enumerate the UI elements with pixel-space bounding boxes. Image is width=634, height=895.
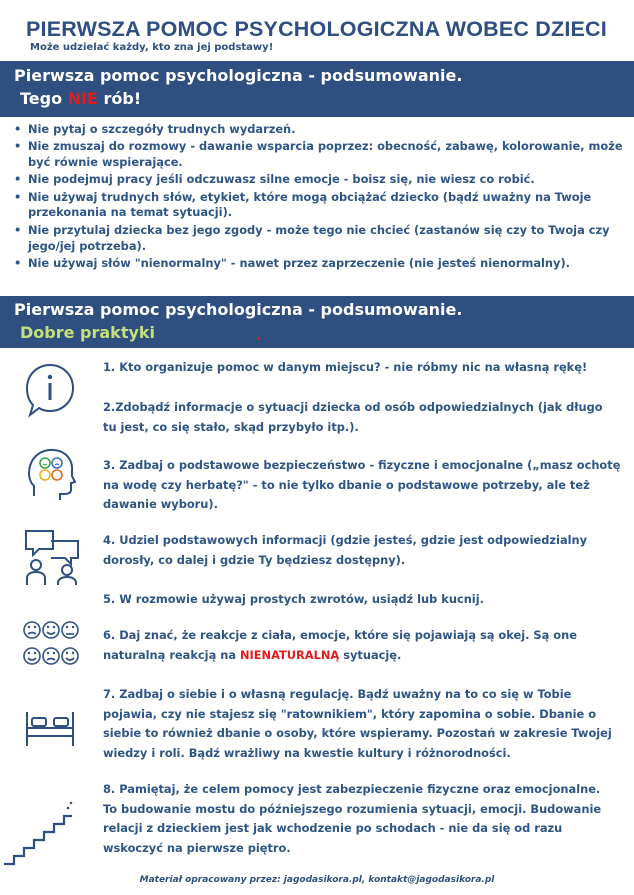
footer-credits: Materiał opracowany przez: jagodasikora.pl, kontakt@jagodasikora.pl <box>139 875 495 885</box>
page-title: PIERWSZA POMOC PSYCHOLOGICZNA WOBEC DZIECI <box>26 17 607 41</box>
people-talking-icon <box>23 527 81 587</box>
list-item: • Nie używaj trudnych słów, etykiet, które mogą obciążać dziecko (bądź uważny na Twoje przekonania na temat sytuacji). <box>14 190 624 222</box>
dont-subheading-before: Tego <box>20 89 68 108</box>
list-item: • Nie przytulaj dziecka bez jego zgody - może tego nie chcieć (zastanów się czy to Twoja czy jego/jej potrzeba). <box>14 223 624 255</box>
info-icon <box>24 362 76 420</box>
practice-item-4: 4. Udziel podstawowych informacji (gdzie jesteś, gdzie jest odpowiedzialny dorosły, co dalej i gdzie Ty będziesz dostępny). <box>103 533 588 567</box>
stairs-icon <box>2 800 74 866</box>
list-item: • Nie zmuszaj do rozmowy - dawanie wsparcia poprzez: obecność, zabawę, kolorowanie, może być równie wspierające. <box>14 139 624 171</box>
good-practice-banner <box>0 296 634 348</box>
dont-banner <box>0 61 634 117</box>
good-banner-subheading: Dobre praktyki <box>20 323 156 342</box>
practice-item-7: 7. Zadbaj o siebie i o własną regulację. Bądź uważny na to co się w Tobie pojawia, czy nie stajesz się "ratownikiem", który zapomina o sobie. Dbanie o siebie to również dbanie o osoby, które wspieramy. Pozostań w zakresie Twojej wiedzy i roli. Bądź wrażliwy na kwestie kultury i różnorodności. <box>103 687 612 760</box>
dont-banner-subheading <box>14 87 634 110</box>
dont-list <box>14 122 624 273</box>
bed-icon <box>24 710 76 748</box>
practice-item-5: 5. W rozmowie używaj prostych zwrotów, usiądź lub kucnij. <box>103 592 484 606</box>
practice-item-6-before: 6. Daj znać, że reakcje z ciała, emocje, które się pojawiają są okej. Są one naturalną reakcją na <box>103 628 577 662</box>
practice-item-6 <box>103 626 618 665</box>
emotion-faces-icon <box>22 619 80 671</box>
practice-item-6-after: sytuację. <box>339 647 402 662</box>
practice-item-3: 3. Zadbaj o podstawowe bezpieczeństwo - fizyczne i emocjonalne („masz ochotę na wodę czy herbatę?" - to nie tylko dbanie o podstawowe potrzeby, ale też dawanie wyboru). <box>103 458 621 511</box>
dont-banner-heading: Pierwsza pomoc psychologiczna - podsumowanie. <box>14 66 463 85</box>
list-item: • Nie pytaj o szczegóły trudnych wydarzeń. <box>14 122 624 138</box>
emotions-head-icon <box>26 446 76 502</box>
list-item: • Nie używaj słów "nienormalny" - nawet przez zaprzeczenie (nie jesteś nienormalny). <box>14 256 624 272</box>
practice-item-2: 2.Zdobądź informacje o sytuacji dziecka od osób odpowiedzialnych (jak długo tu jest, co się stało, skąd przybyło itp.). <box>103 400 603 434</box>
page-subtitle: Może udzielać każdy, kto zna jej podstawy! <box>30 42 274 53</box>
practice-item-1: 1. Kto organizuje pomoc w danym miejscu? - nie róbmy nic na własną rękę! <box>103 360 588 374</box>
dont-subheading-after: rób! <box>97 89 142 108</box>
list-item: • Nie podejmuj pracy jeśli odczuwasz silne emocje - boisz się, nie wiesz co robić. <box>14 172 624 188</box>
good-banner-heading: Pierwsza pomoc psychologiczna - podsumowanie. <box>14 300 463 319</box>
decorative-dot <box>257 337 260 340</box>
dont-subheading-emphasis: NIE <box>67 89 98 108</box>
practice-item-6-emphasis: NIENATURALNĄ <box>240 647 340 662</box>
practice-item-8: 8. Pamiętaj, że celem pomocy jest zabezpieczenie fizyczne oraz emocjonalne. To budowanie mostu do późniejszego rozumienia sytuacji, emocji. Budowanie relacji z dzieckiem jest jak wchodzenie po schodach - nie da się od razu wskoczyć na pierwsze piętro. <box>103 782 602 855</box>
